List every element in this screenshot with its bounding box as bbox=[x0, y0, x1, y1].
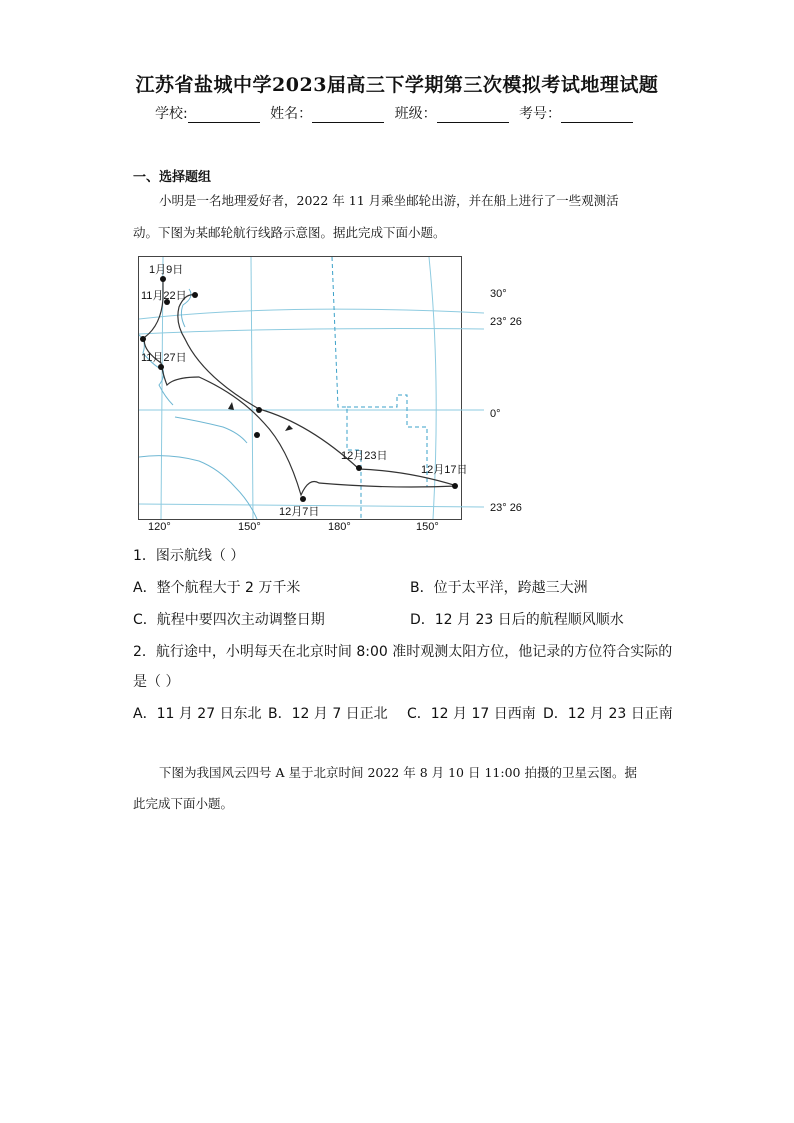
lat-line-tropic-north bbox=[139, 329, 484, 334]
label-nov27: 11月27日 bbox=[141, 352, 187, 364]
point-jan9 bbox=[160, 276, 166, 282]
class-blank[interactable] bbox=[437, 108, 509, 123]
new-guinea-coast bbox=[175, 417, 247, 443]
exam-number-label: 考号： bbox=[519, 106, 562, 122]
lon-label-180: 180° bbox=[328, 521, 351, 533]
q1-option-d[interactable]: D．12 月 23 日后的航程顺风顺水 bbox=[410, 612, 624, 628]
label-nov22: 11月22日 bbox=[141, 290, 187, 302]
class-label: 班级： bbox=[394, 106, 437, 122]
lon-line-150 bbox=[251, 257, 253, 519]
label-dec7: 12月7日 bbox=[279, 506, 320, 518]
route-arrow-2 bbox=[285, 425, 293, 431]
map-labels bbox=[141, 263, 467, 518]
q1-option-a[interactable]: A．整个航程大于 2 万千米 bbox=[133, 580, 301, 596]
route-map-svg bbox=[139, 257, 468, 519]
point-dec7 bbox=[300, 496, 306, 502]
lon-label-150: 150° bbox=[238, 521, 261, 533]
name-blank[interactable] bbox=[312, 108, 384, 123]
point-left bbox=[140, 336, 146, 342]
point-nov27 bbox=[158, 364, 164, 370]
intro-paragraph-2-cont bbox=[133, 788, 661, 820]
intro1-line2: 动。下图为某邮轮航行线路示意图。据此完成下面小题。 bbox=[133, 225, 446, 240]
ship-route bbox=[144, 279, 457, 495]
q1-option-c[interactable]: C．航程中要四次主动调整日期 bbox=[133, 612, 325, 628]
q2-option-b[interactable]: B．12 月 7 日正北 bbox=[268, 706, 388, 722]
date-line bbox=[332, 257, 361, 519]
q2-stem-line1: 2．航行途中，小明每天在北京时间 8:00 准时观测太阳方位，他记录的方位符合实际的 bbox=[133, 644, 673, 660]
school-blank[interactable] bbox=[188, 108, 260, 123]
label-jan9: 1月9日 bbox=[149, 264, 184, 276]
intro2-line1: 下图为我国风云四号 A 星于北京时间 2022 年 8 月 10 日 11:00 拍摄的卫星云图。据 bbox=[159, 765, 637, 780]
page-title: 江苏省盐城中学2023届高三下学期第三次模拟考试地理试题 bbox=[135, 74, 659, 96]
name-label: 姓名： bbox=[270, 106, 313, 122]
q2-option-a[interactable]: A．11 月 27 日东北 bbox=[133, 706, 262, 722]
point-nov22b bbox=[192, 292, 198, 298]
australia-coast bbox=[139, 456, 257, 519]
lon-label-150w: 150° bbox=[416, 521, 439, 533]
lat-label-equator: 0° bbox=[490, 408, 501, 420]
q2-option-c[interactable]: C．12 月 17 日西南 bbox=[407, 706, 536, 722]
point-dec17 bbox=[452, 483, 458, 489]
point-dec23 bbox=[356, 465, 362, 471]
point-mid bbox=[256, 407, 262, 413]
intro-paragraph-1 bbox=[133, 185, 661, 217]
intro-paragraph-1-cont bbox=[133, 217, 661, 249]
lon-label-120: 120° bbox=[148, 521, 171, 533]
label-dec17: 12月17日 bbox=[421, 464, 468, 476]
intro2-line2: 此完成下面小题。 bbox=[133, 796, 234, 811]
q2-stem-line2: 是（ ） bbox=[133, 674, 180, 690]
section-heading: 一、选择题组 bbox=[133, 170, 212, 185]
student-info-line bbox=[0, 103, 794, 123]
q1-stem: 1．图示航线（ ） bbox=[133, 548, 245, 564]
intro1-line1: 小明是一名地理爱好者，2022 年 11 月乘坐邮轮出游，并在船上进行了一些观测活 bbox=[159, 193, 619, 208]
lat-label-30: 30° bbox=[490, 288, 507, 300]
q2-option-d[interactable]: D．12 月 23 日正南 bbox=[543, 706, 673, 722]
school-label: 学校: bbox=[154, 106, 188, 122]
q1-option-b[interactable]: B．位于太平洋，跨越三大洲 bbox=[410, 580, 588, 596]
date-line-east bbox=[347, 395, 427, 487]
lat-line-30 bbox=[139, 309, 484, 319]
philippines-coast bbox=[159, 365, 173, 405]
lat-label-tropic-south: 23° 26 bbox=[490, 502, 522, 514]
label-dec23: 12月23日 bbox=[341, 450, 388, 462]
intro-paragraph-2 bbox=[133, 757, 661, 789]
lat-label-tropic-north: 23° 26 bbox=[490, 316, 522, 328]
route-map bbox=[138, 256, 468, 520]
route-arrow-1 bbox=[228, 402, 234, 410]
point-mid2 bbox=[254, 432, 260, 438]
exam-number-blank[interactable] bbox=[561, 108, 633, 123]
